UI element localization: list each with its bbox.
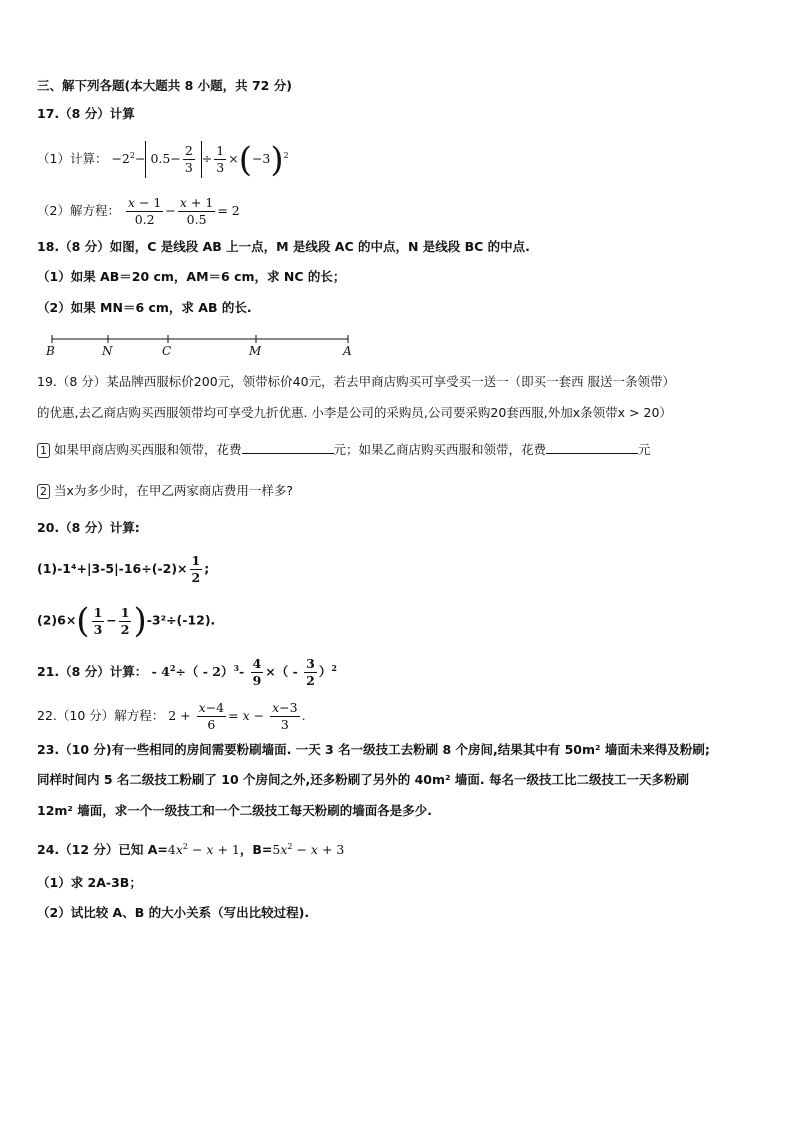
q20-part2-text-a: (2)6× xyxy=(37,612,77,628)
q18-part1: （1）如果 AB＝20 cm，AM＝6 cm，求 NC 的长； xyxy=(37,269,346,284)
q17-part1 xyxy=(37,141,289,178)
q22 xyxy=(37,700,306,733)
q19-part2-text: 当x为多少时，在甲乙两家商店费用一样多? xyxy=(53,483,294,498)
q23-line3: 12m² 墙面，求一个一级技工和一个二级技工每天粉刷的墙面各是多少. xyxy=(37,803,432,818)
section-title: 三、解下列各题(本大题共 8 小题，共 72 分) xyxy=(37,78,292,93)
q21-expression: - $4^2\div( - 2)^3-$ $\frac{4}{9}$ ×（ - $\frac{3}{2}$ ）$^2$ xyxy=(151,656,337,688)
q17-equation: $\frac{x - 1}{0.2}$ − $\frac{x + 1}{0.5}$ = 2 xyxy=(127,195,240,227)
q24-mid-text: ，B= xyxy=(239,842,273,858)
q20-part1: (1)-1⁴+|3-5|-16÷(-2)× $\frac{1}{2}$ ; xyxy=(37,553,210,585)
q20-part2-text-b: -3²÷(-12). xyxy=(146,612,216,628)
q20-heading: 20.（8 分）计算: xyxy=(37,520,140,535)
q19-line2: 的优惠,去乙商店购买西服领带均可享受九折优惠. 小李是公司的采购员,公司要采购20套西服,外加x条领带x > 20） xyxy=(37,405,672,420)
q19-part1-number: 1 xyxy=(37,443,50,458)
q24-heading-text: 24.（12 分）已知 A= xyxy=(37,842,168,858)
point-label-a: A xyxy=(343,344,352,358)
q19-part1 xyxy=(37,441,651,459)
q24-expr-a: $4x^2 - x + 1$ xyxy=(167,842,240,858)
q17-part1-label: （1）计算： xyxy=(37,151,108,166)
q19-part1-text-b: 元；如果乙商店购买西服和领带，花费 xyxy=(333,442,547,457)
q23-line1: 23.（10 分)有一些相同的房间需要粉刷墙面. 一天 3 名一级技工去粉刷 8 个房间,结果其中有 50m² 墙面未来得及粉刷; xyxy=(37,742,710,757)
q20-part1-text: (1)-1⁴+|3-5|-16÷(-2)× xyxy=(37,561,188,576)
q23-line2: 同样时间内 5 名二级技工粉刷了 10 个房间之外,还多粉刷了另外的 40m² 墙面. 每名一级技工比二级技工一天多粉刷 xyxy=(37,772,689,787)
q18-heading: 18.（8 分）如图，C 是线段 AB 上一点，M 是线段 AC 的中点，N 是线段 BC 的中点. xyxy=(37,239,530,254)
point-label-b: B xyxy=(46,344,55,358)
q24-expr-b: $5x^2 - x + 3$ xyxy=(272,842,345,858)
q20-fraction-half: $\frac{1}{2}$ xyxy=(191,553,201,585)
q18-part2: （2）如果 MN＝6 cm，求 AB 的长. xyxy=(37,300,252,315)
q17-part2 xyxy=(37,195,240,228)
point-label-n: N xyxy=(102,344,113,358)
q24-part2: （2）试比较 A、B 的大小关系（写出比较过程). xyxy=(37,905,310,920)
q21-heading: 21.（8 分）计算： xyxy=(37,664,148,679)
q17-part2-label: （2）解方程： xyxy=(37,203,120,218)
q20-part2: (2)6×( $\frac{1}{3}$ − $\frac{1}{2}$ )-3²÷(-12). xyxy=(37,601,216,641)
q19-part2 xyxy=(37,482,293,500)
point-label-m: M xyxy=(249,344,262,358)
q22-equation: 2 + $\frac{x-4}{6}$ = x − $\frac{x-3}{3}$ . xyxy=(168,700,306,732)
q17-heading: 17.（8 分）计算 xyxy=(37,106,135,121)
q19-blank-1 xyxy=(242,441,334,454)
q19-blank-2 xyxy=(546,441,638,454)
q24-heading xyxy=(37,838,344,859)
q19-part1-text-a: 如果甲商店购买西服和领带，花费 xyxy=(53,442,242,457)
q24-part1: （1）求 2A-3B； xyxy=(37,875,142,890)
q19-line1: 19.（8 分）某品牌西服标价200元，领带标价40元，若去甲商店购买可享受买一送一（即买一套西 服送一条领带） xyxy=(37,374,676,389)
point-label-c: C xyxy=(162,344,172,358)
q18-segment-diagram xyxy=(40,332,360,358)
q19-part2-number: 2 xyxy=(37,484,50,499)
q22-heading: 22.（10 分）解方程： xyxy=(37,708,165,723)
q19-part1-text-c: 元 xyxy=(638,442,651,457)
q17-expression: $-2^2- 0.5-$ $\frac{2}{3}$ ÷ $\frac{1}{3}$ $\times(-3)^2$ xyxy=(111,139,289,180)
q21 xyxy=(37,656,337,689)
